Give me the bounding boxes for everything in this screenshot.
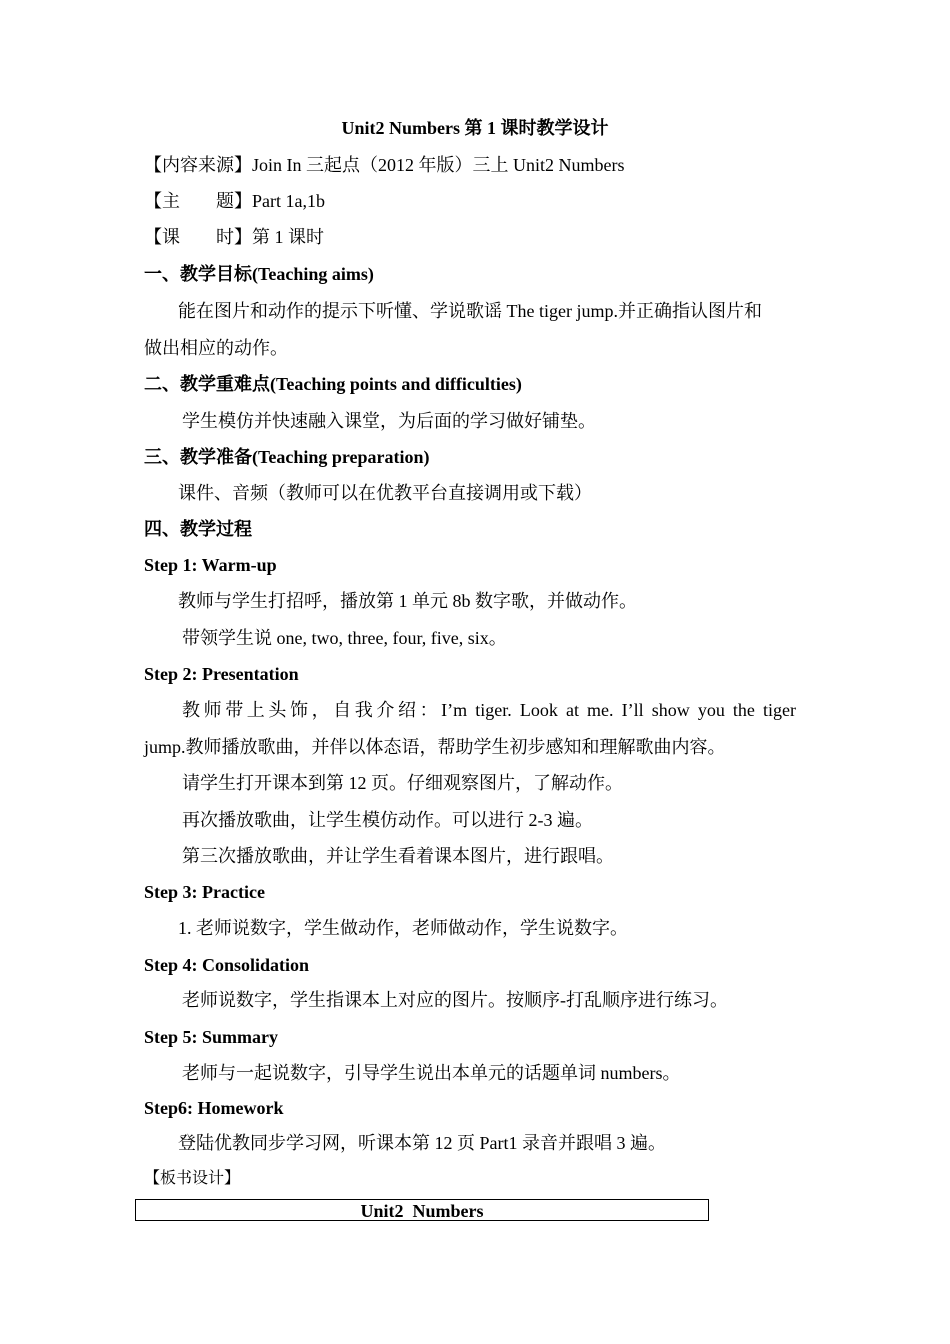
points-paragraph: 学生模仿并快速融入课堂，为后面的学习做好铺垫。 bbox=[182, 411, 596, 431]
step4-line-1: 老师说数字，学生指课本上对应的图片。按顺序-打乱顺序进行练习。 bbox=[182, 990, 728, 1010]
board-design-table bbox=[135, 1199, 709, 1221]
section-heading-process: 四、教学过程 bbox=[144, 519, 252, 539]
board-label: 【板书设计】 bbox=[144, 1170, 241, 1187]
preparation-paragraph: 课件、音频（教师可以在优教平台直接调用或下载） bbox=[178, 483, 592, 503]
step2-line-2: jump.教师播放歌曲，并伴以体态语，帮助学生初步感知和理解歌曲内容。 bbox=[144, 737, 726, 757]
step6-line-1: 登陆优教同步学习网，听课本第 12 页 Part1 录音并跟唱 3 遍。 bbox=[178, 1133, 666, 1153]
step1-heading: Step 1: Warm-up bbox=[144, 555, 277, 575]
aims-paragraph-line-1: 能在图片和动作的提示下听懂、学说歌谣 The tiger jump.并正确指认图片和 bbox=[178, 301, 762, 321]
step4-heading: Step 4: Consolidation bbox=[144, 955, 310, 975]
meta-source: 【内容来源】Join In 三起点（2012 年版）三上 Unit2 Numbers bbox=[144, 155, 625, 175]
section-heading-preparation: 三、教学准备(Teaching preparation) bbox=[144, 447, 430, 467]
section-heading-points: 二、教学重难点(Teaching points and difficulties) bbox=[144, 374, 522, 394]
meta-topic: 【主 题】Part 1a,1b bbox=[144, 191, 325, 211]
step5-heading: Step 5: Summary bbox=[144, 1027, 278, 1047]
step2-heading: Step 2: Presentation bbox=[144, 664, 299, 684]
section-heading-aims: 一、教学目标(Teaching aims) bbox=[144, 264, 374, 284]
document-title: Unit2 Numbers 第 1 课时教学设计 bbox=[341, 118, 609, 138]
board-table-title: Unit2 Numbers bbox=[360, 1201, 484, 1221]
step1-line-2: 带领学生说 one, two, three, four, five, six。 bbox=[182, 628, 507, 648]
step6-heading: Step6: Homework bbox=[144, 1098, 284, 1118]
step2-line-3: 请学生打开课本到第 12 页。仔细观察图片，了解动作。 bbox=[182, 773, 623, 793]
step2-line-4: 再次播放歌曲，让学生模仿动作。可以进行 2-3 遍。 bbox=[182, 810, 593, 830]
step2-line-1: 教师带上头饰，自我介绍：I’m tiger. Look at me. I’ll show you the tiger bbox=[182, 700, 796, 720]
step2-line-5: 第三次播放歌曲，并让学生看着课本图片，进行跟唱。 bbox=[182, 846, 614, 866]
step1-line-1: 教师与学生打招呼，播放第 1 单元 8b 数字歌，并做动作。 bbox=[178, 591, 637, 611]
step5-line-1: 老师与一起说数字，引导学生说出本单元的话题单词 numbers。 bbox=[182, 1063, 681, 1083]
step3-line-1: 1. 老师说数字，学生做动作，老师做动作，学生说数字。 bbox=[178, 918, 628, 938]
aims-paragraph-line-2: 做出相应的动作。 bbox=[144, 338, 288, 358]
meta-period: 【课 时】第 1 课时 bbox=[144, 227, 324, 247]
step3-heading: Step 3: Practice bbox=[144, 882, 265, 902]
